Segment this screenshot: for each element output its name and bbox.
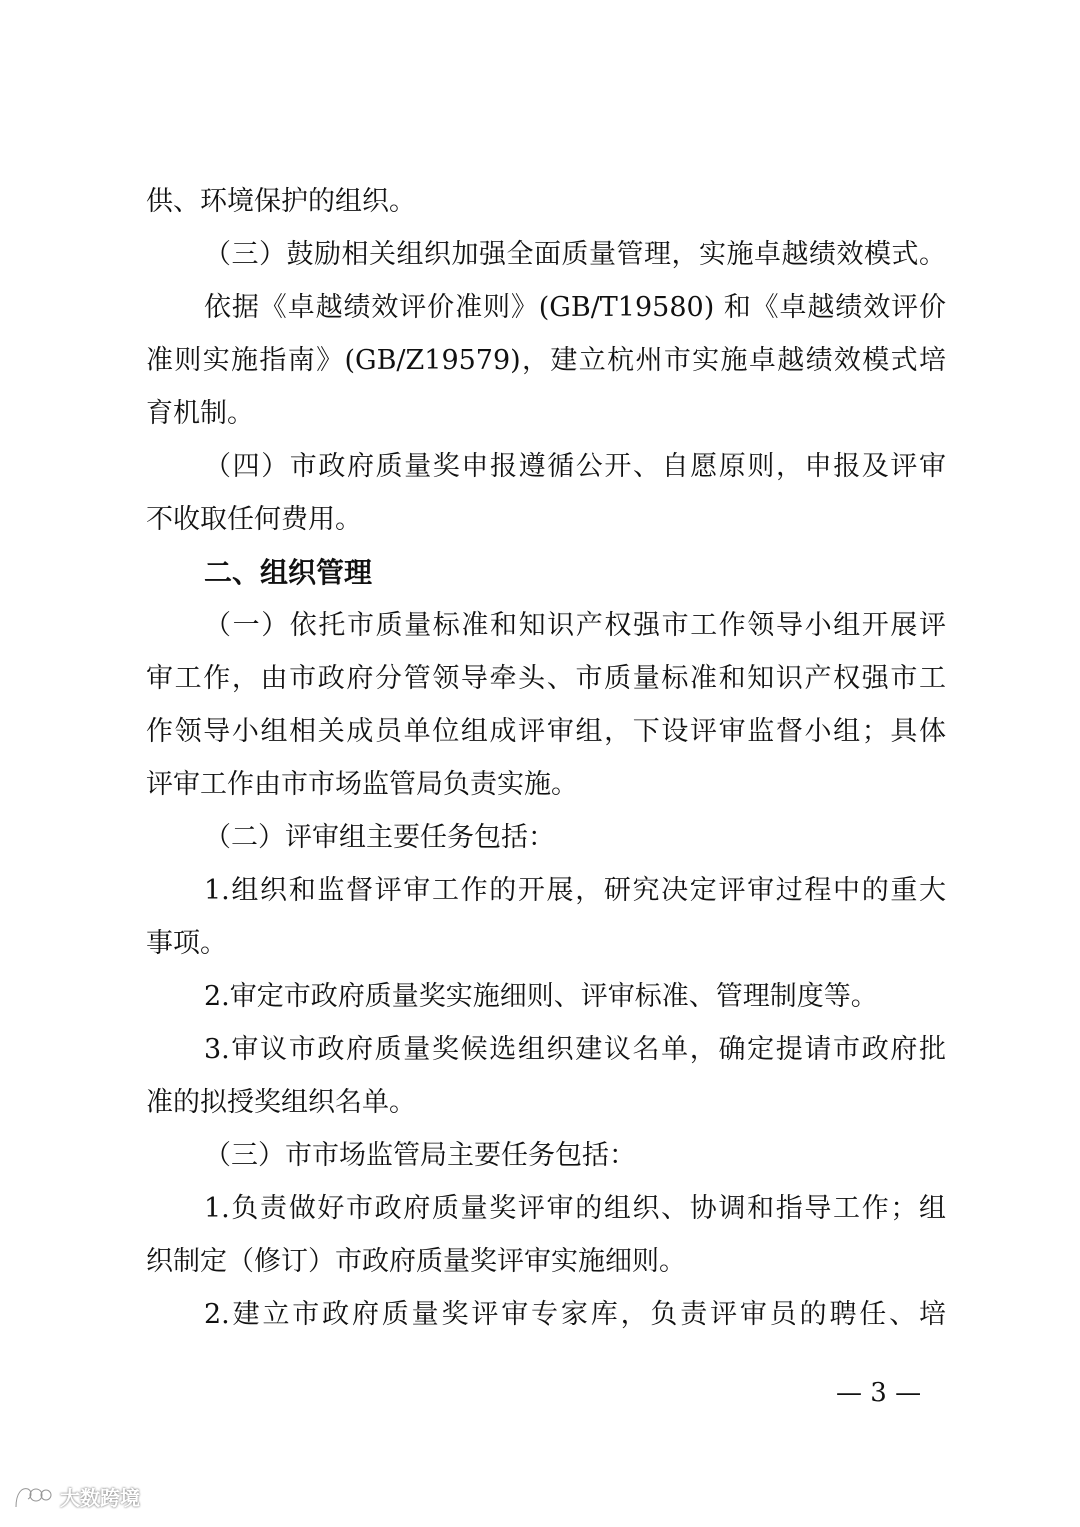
paragraph-line: （三）市市场监管局主要任务包括： [204,1140,636,1171]
paragraph-line: 2.建立市政府质量奖评审专家库，负责评审员的聘任、培 [204,1299,946,1330]
paragraph-line: （四）市政府质量奖申报遵循公开、自愿原则，申报及评审 [204,451,946,482]
paragraph-line: （三）鼓励相关组织加强全面质量管理，实施卓越绩效模式。 [204,239,946,270]
paragraph-line: 3.审议市政府质量奖候选组织建议名单，确定提请市政府批 [204,1034,946,1065]
paragraph-line: 2.审定市政府质量奖实施细则、评审标准、管理制度等。 [204,981,878,1012]
watermark [12,1482,140,1511]
paragraph-line: （二）评审组主要任务包括： [204,822,555,853]
paragraph-line: 依据《卓越绩效评价准则》(GB/T19580) 和《卓越绩效评价 [204,292,946,323]
paragraph-line: 1.负责做好市政府质量奖评审的组织、协调和指导工作；组 [204,1193,946,1224]
paragraph-line: 审工作，由市政府分管领导牵头、市质量标准和知识产权强市工 [146,663,946,694]
watermark-logo-icon [12,1483,52,1511]
paragraph-line: 事项。 [146,928,227,959]
section-heading: 二、组织管理 [204,556,373,589]
paragraph-line: 不收取任何费用。 [146,504,362,535]
page-number: — 3 — [836,1378,922,1408]
paragraph-line: 供、环境保护的组织。 [146,186,416,217]
paragraph-line: 评审工作由市市场监管局负责实施。 [146,769,578,800]
paragraph-line: 1.组织和监督评审工作的开展，研究决定评审过程中的重大 [204,875,946,906]
paragraph-line: 准则实施指南》(GB/Z19579)，建立杭州市实施卓越绩效模式培 [146,345,946,376]
paragraph-line: 织制定（修订）市政府质量奖评审实施细则。 [146,1246,686,1277]
paragraph-line: 育机制。 [146,398,254,429]
watermark-text: 大数跨境 [60,1486,140,1510]
paragraph-line: 作领导小组相关成员单位组成评审组，下设评审监督小组；具体 [146,716,946,747]
paragraph-line: （一）依托市质量标准和知识产权强市工作领导小组开展评 [204,610,946,641]
paragraph-line: 准的拟授奖组织名单。 [146,1087,416,1118]
